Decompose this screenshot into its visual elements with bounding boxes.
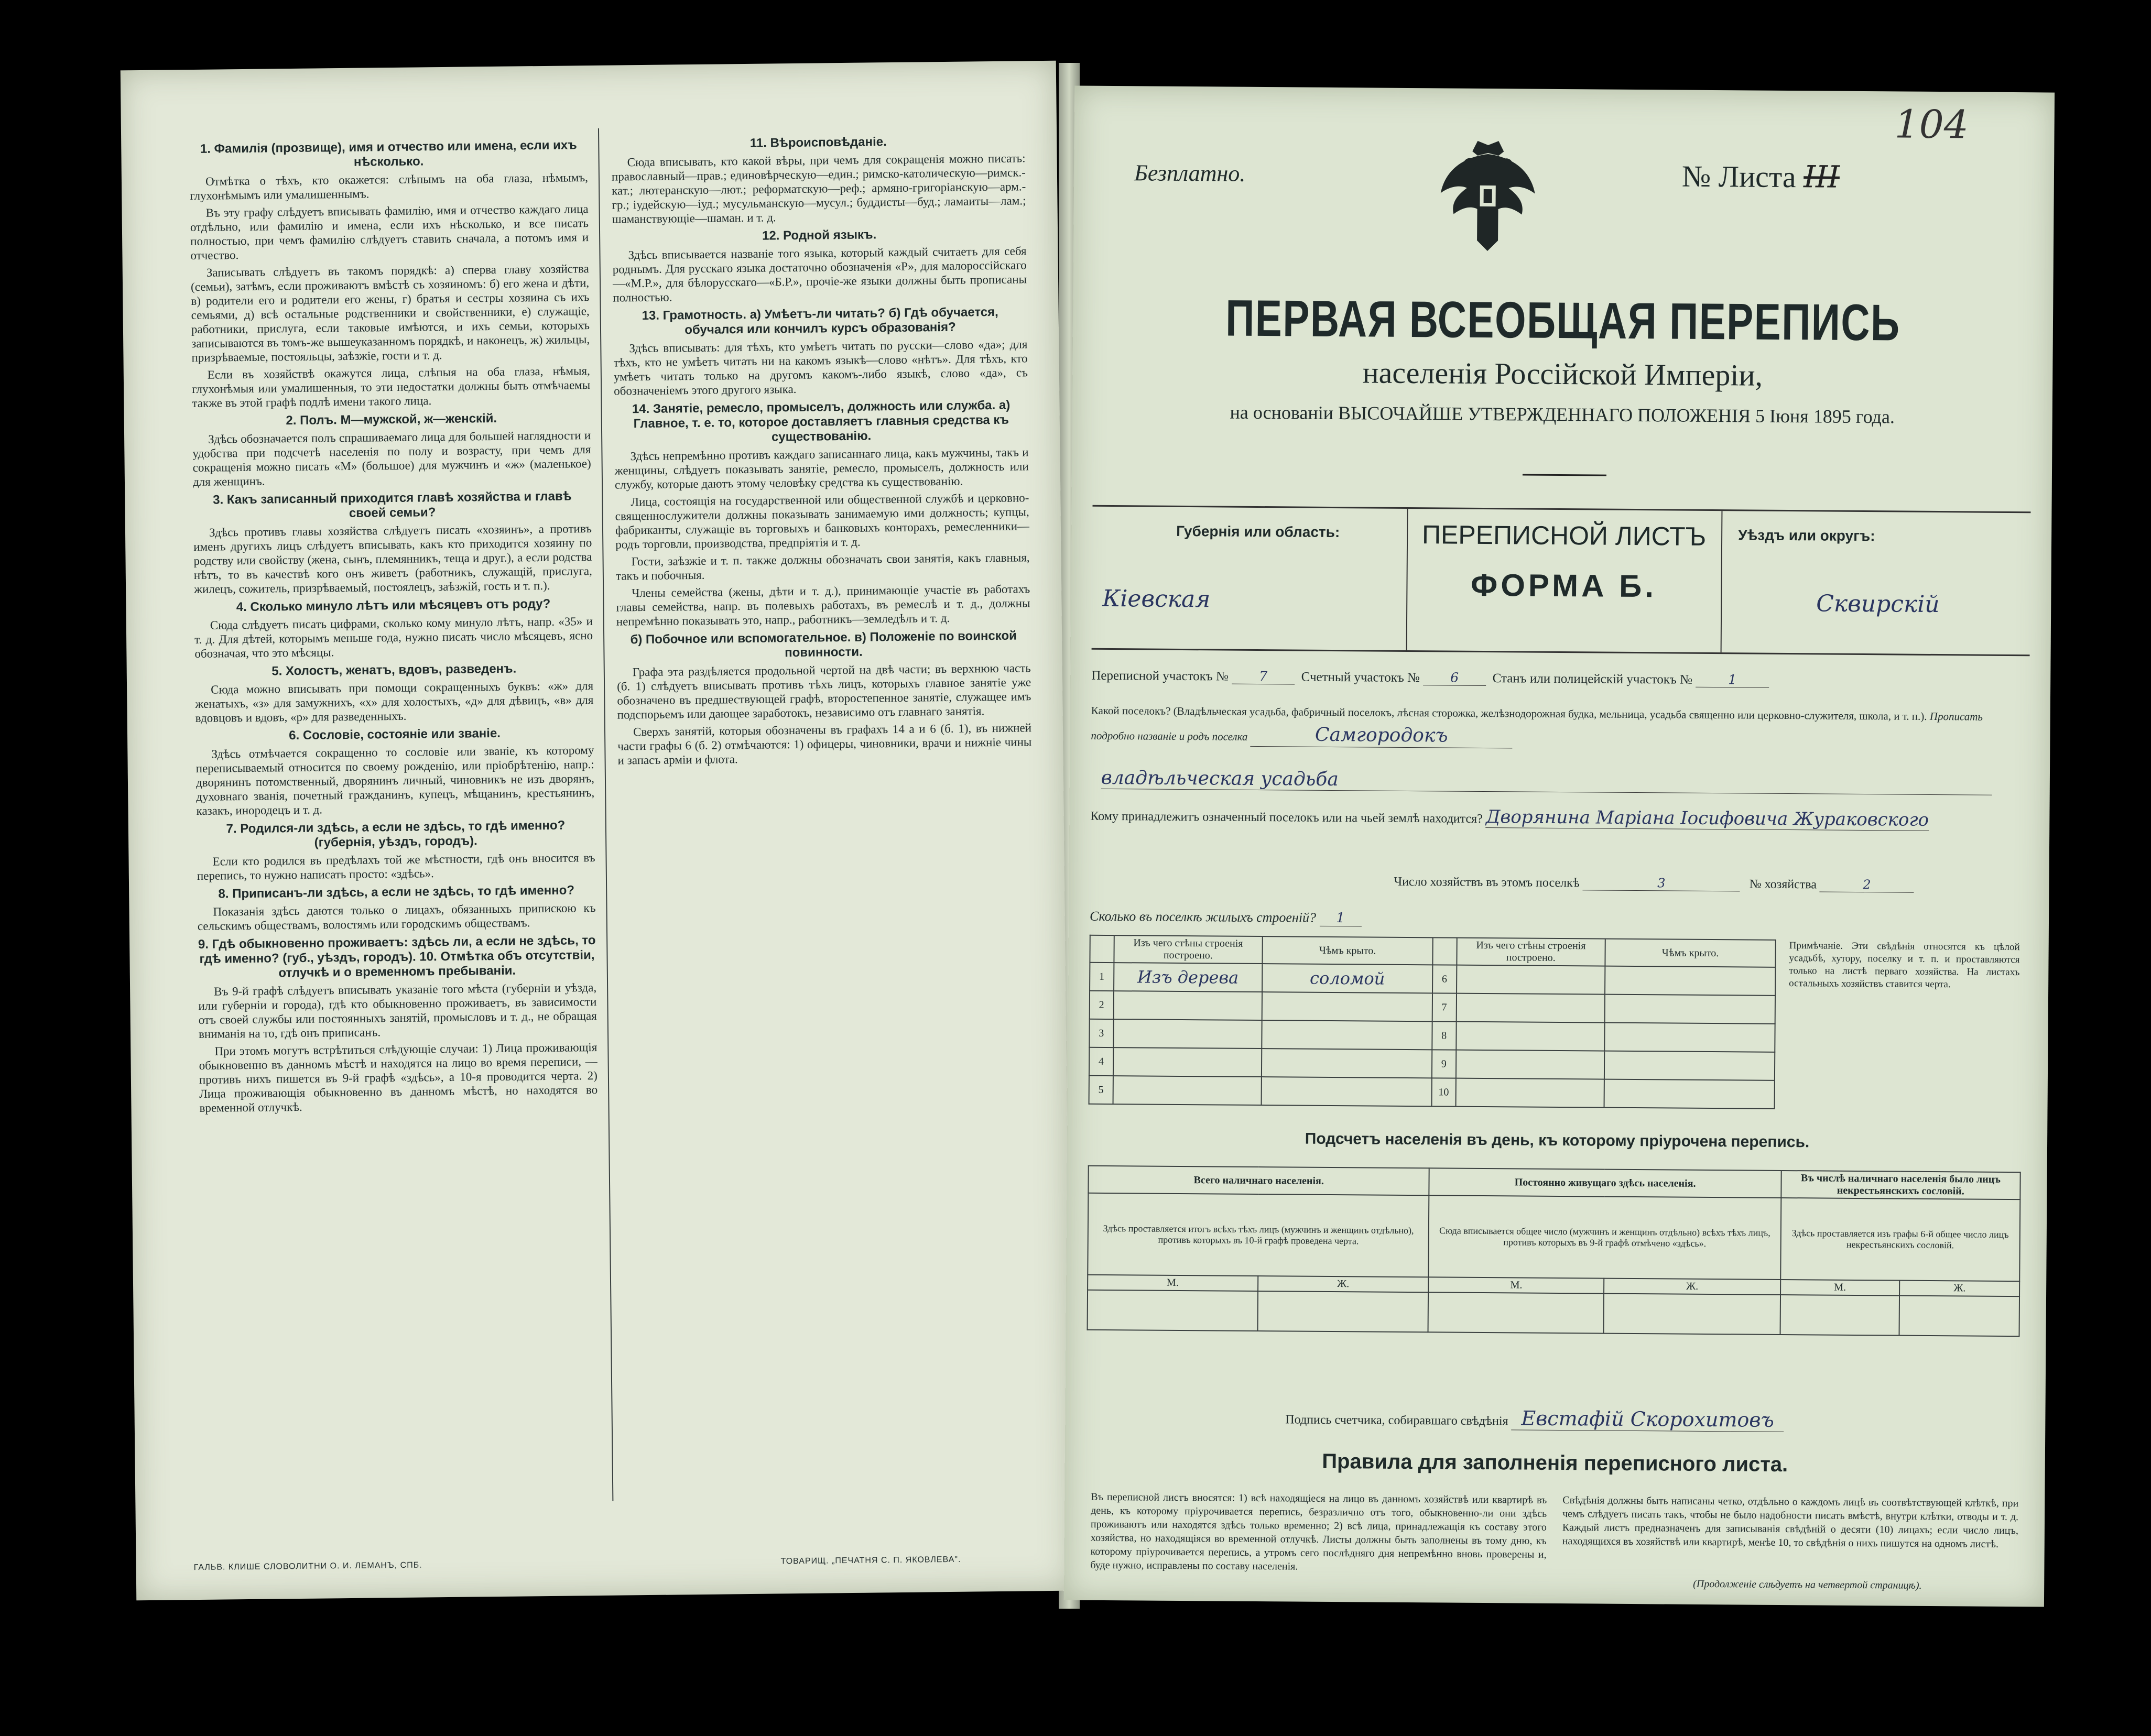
police-area-label: Станъ или полицейскій участокъ № xyxy=(1492,671,1693,687)
archive-number: 104 xyxy=(1894,102,1969,148)
free-label: Безплатно. xyxy=(1134,160,1246,187)
building-wall-cell[interactable] xyxy=(1113,1019,1262,1049)
census-area-value[interactable]: 7 xyxy=(1232,669,1295,685)
rules-column-2: Свѣдѣнія должны быть написаны четко, отдѣльно о каждомъ лицѣ въ соотвѣтствующей клѣткѣ, при чемъ слѣдуетъ писать такъ, чтобы не было надобности писать вмѣстѣ, внутри клѣтки, отводы и т. д. Каждый листъ предназначенъ для записыванія свѣдѣній о десяти (10) лицахъ; если число лицъ, находящихся въ хозяйствѣ или квартирѣ, менѣе 10, то свѣдѣнія о нихъ пишутся на одномъ листѣ. xyxy=(1562,1494,2019,1550)
building-roof-cell[interactable]: соломой xyxy=(1262,964,1432,993)
female-count-cell[interactable] xyxy=(1604,1294,1780,1335)
building-number: 2 xyxy=(1090,991,1114,1019)
male-count-cell[interactable] xyxy=(1428,1292,1604,1333)
imprint-right: ТОВАРИЩ. „ПЕЧАТНЯ С. П. ЯКОВЛЕВА". xyxy=(780,1555,961,1566)
building-wall-cell[interactable] xyxy=(1455,1050,1604,1079)
settlement-hint: Прописать подробно названіе и родъ поселка xyxy=(1091,709,1983,743)
building-roof-header-2: Чѣмъ крыто. xyxy=(1605,939,1775,967)
households-line xyxy=(1394,874,1914,893)
building-number: 10 xyxy=(1432,1078,1456,1106)
province-box xyxy=(1092,507,1408,650)
double-headed-eagle-emblem xyxy=(1435,135,1541,256)
district-value[interactable]: Сквирскій xyxy=(1816,590,1940,618)
district-box xyxy=(1721,511,2032,654)
summary-column-description: Сюда вписывается общее число (мужчинъ и женщинъ отдѣльно) всѣхъ тѣхъ лицъ, противъ которыхъ въ 9-й графѣ отмѣчено «здѣсь». xyxy=(1429,1195,1781,1280)
male-count-cell[interactable] xyxy=(1780,1295,1899,1336)
households-value[interactable]: 3 xyxy=(1583,875,1740,891)
census-subtitle: населенія Россійской Имперіи, xyxy=(1362,355,1763,392)
building-number: 4 xyxy=(1089,1047,1113,1076)
census-area-label: Переписной участокъ № xyxy=(1091,668,1229,684)
building-wall-cell[interactable] xyxy=(1457,965,1605,995)
household-no-value[interactable]: 2 xyxy=(1820,877,1914,892)
building-roof-cell[interactable] xyxy=(1262,992,1432,1021)
instruction-heading: 6. Сословіе, состояніе или званіе. xyxy=(289,726,501,743)
province-label: Губернія или область: xyxy=(1176,522,1340,541)
buildings-line xyxy=(1090,909,1362,927)
column-divider xyxy=(598,128,613,1501)
building-wall-header: Изъ чего стѣны строенія построено. xyxy=(1114,935,1263,964)
rules-column-1: Въ переписной листъ вносятся: 1) всѣ находящіеся на лицо въ данномъ хозяйствѣ или квартирѣ въ день, къ которому пріурочивается перепись, безразлично отъ того, обыкновенно-ли они здѣсь проживаютъ или находятся здѣсь только временно; 2) всѣ лица, принадлежащія къ составу этого хозяйства, но находящіяся во временной отлучкѣ. Листы должны быть заполнены въ тому дню, къ которому пріурочивается перепись, а утромъ сего послѣдняго дня непремѣнно вновь проверены и, буде нужно, исправлены по составу населенія. xyxy=(1090,1491,1547,1573)
building-wall-cell[interactable] xyxy=(1113,1076,1262,1105)
building-number: 3 xyxy=(1089,1019,1113,1047)
instruction-heading: 8. Приписанъ-ли здѣсь, а если не здѣсь, то гдѣ именно? xyxy=(218,883,575,901)
building-wall-cell[interactable] xyxy=(1113,991,1262,1020)
building-wall-cell[interactable] xyxy=(1456,993,1605,1023)
summary-column-header: Постоянно живущаго здѣсь населенія. xyxy=(1429,1168,1781,1198)
census-legal-basis: на основаніи ВЫСОЧАЙШЕ УТВЕРЖДЕННАГО ПОЛОЖЕНІЯ 5 Іюня 1895 года. xyxy=(1230,401,1895,428)
instruction-paragraph: Если въ хозяйствѣ окажутся лица, слѣпыя на оба глаза, нѣмыя, глухонѣмыя или умалишенныя, то эти недостатки должны быть отмѣчаемы также въ этой графѣ подлѣ имени такого лица. xyxy=(192,364,591,410)
instruction-heading: 7. Родился-ли здѣсь, а если не здѣсь, то гдѣ именно? (губернія, уѣздъ, городъ). xyxy=(226,818,566,850)
instruction-paragraph: Члены семейства (жены, дѣти и т. д.), принимающіе участіе въ работахъ главы семейства, напр. въ полевыхъ работахъ, въ ремеслѣ и т. д., должны непремѣнно показывать это, напр., работникъ—земледѣлъ и т. д. xyxy=(616,582,1030,628)
building-row xyxy=(1089,1076,1775,1109)
summary-column-description: Здѣсь проставляется изъ графы 6-й общее число лицъ некрестьянскихъ сословій. xyxy=(1780,1198,2020,1281)
instruction-paragraph: Здѣсь отмѣчается сокращенно то сословіе или званіе, къ которому переписываемый относится по своему рожденію, или пріобрѣтенію, напр.: дворянинъ потомственный, дворянинъ личный, чиновникъ не изъ дворянъ, духовнаго званія, почетный гражданинъ, купецъ, мѣщанинъ, крестьянинъ, казакъ, инородецъ и т. д. xyxy=(195,744,595,817)
building-row xyxy=(1090,963,1775,996)
instruction-paragraph: Записывать слѣдуетъ въ такомъ порядкѣ: а) сперва главу хозяйства (семьи), затѣмъ, если проживаютъ вмѣстѣ съ хозяиномъ: б) его жена и дѣти, в) родители его и родители его жены, г) братья и сестры хозяина съ ихъ семьями, д) всѣ остальные родственники и свойственники, е) служащіе, работники, прислуга, если таковые имѣются, и ихъ семьи, которыхъ записываются въ томъ-же вышеуказанномъ порядкѣ, и наконецъ, ж) жильцы, призрѣваемые, постояльцы, заѣзжіе, гости и т. д. xyxy=(190,262,590,365)
female-label: Ж. xyxy=(1258,1276,1429,1292)
building-wall-cell[interactable] xyxy=(1455,1078,1604,1108)
building-wall-cell[interactable] xyxy=(1113,1047,1262,1077)
owner-question: Кому принадлежитъ означенный поселокъ или на чьей землѣ находится? xyxy=(1090,809,1483,826)
building-roof-cell[interactable] xyxy=(1262,1020,1432,1050)
households-label: Число хозяйствъ въ этомъ поселкѣ xyxy=(1394,875,1580,890)
building-number: 9 xyxy=(1432,1050,1456,1078)
instruction-heading: 11. Вѣроисповѣданіе. xyxy=(749,135,887,150)
building-number: 1 xyxy=(1090,963,1114,991)
building-roof-header: Чѣмъ крыто. xyxy=(1262,936,1432,965)
form-name: ФОРМА Б. xyxy=(1470,567,1657,604)
building-roof-cell[interactable] xyxy=(1604,1079,1775,1109)
female-count-cell[interactable] xyxy=(1257,1291,1428,1332)
settlement-value-2[interactable]: владѣльческая усадьба xyxy=(1101,767,1992,795)
buildings-value[interactable]: 1 xyxy=(1320,910,1362,927)
instructions-column-2 xyxy=(611,129,1032,770)
instruction-heading: 3. Какъ записанный приходится главѣ хозяйства и главѣ своей семьи? xyxy=(213,489,572,520)
male-label: М. xyxy=(1428,1277,1604,1293)
buildings-table xyxy=(1089,935,1776,1109)
police-area-value[interactable]: 1 xyxy=(1696,672,1769,688)
male-label: М. xyxy=(1088,1275,1258,1291)
signature-label: Подпись счетчика, собиравшаго свѣдѣнія xyxy=(1285,1413,1508,1428)
signature-line xyxy=(1285,1405,1784,1432)
settlement-question-text: Какой поселокъ? (Владѣльческая усадьба, фабричный поселокъ, лѣсная сторожка, желѣзнодорожная будка, мельница, усадьба священно или церковно-служителя, школа, и т. п.). xyxy=(1091,704,1927,723)
instruction-paragraph: Въ 9-й графѣ слѣдуетъ вписывать указаніе того мѣста (губерніи и уѣзда, или губерніи и города), гдѣ кто обыкновенно проживаетъ, въ зависимости отъ своей службы или постоянныхъ занятій, промысловъ и т. д., не обращая вниманія на то, гдѣ онъ приписанъ. xyxy=(198,981,597,1041)
building-row xyxy=(1089,1019,1775,1052)
buildings-label: Сколько въ поселкѣ жилыхъ строеній? xyxy=(1089,908,1317,925)
female-label: Ж. xyxy=(1604,1279,1780,1295)
instruction-paragraph: Здѣсь непремѣнно противъ каждаго записаннаго лица, какъ мужчины, такъ и женщины, слѣдуетъ показывать занятіе, ремесло, промыселъ, должность или службу, которые даютъ этому человѣку средства къ существованію. xyxy=(614,445,1029,492)
sheet-number-label: № Листа xyxy=(1681,159,1796,194)
sheet-number-field xyxy=(1682,158,1840,195)
instruction-paragraph: Сюда слѣдуетъ писать цифрами, сколько кому минуло лѣтъ, напр. «35» и т. д. Для дѣтей, которымъ меньше года, нужно писать число мѣсяцевъ, ясно обозначая, что это мѣсяцы. xyxy=(194,615,593,661)
instruction-paragraph: Въ эту графу слѣдуетъ вписывать фамилію, имя и отчество каждаго лица отдѣльно, или фамилію и имена, если ихъ нѣсколько, и все писать полностью, при чемъ фамилію слѣдуетъ ставить сначала, а потомъ имя и отчество. xyxy=(190,202,589,263)
form-title: ПЕРЕПИСНОЙ ЛИСТЪ xyxy=(1421,520,1707,551)
instruction-paragraph: Графа эта раздѣляется продольной чертой на двѣ части; въ верхнюю часть (б. 1) слѣдуетъ вписывать противъ тѣхъ лицъ, которыхъ главное занятіе уже обозначено въ предшествующей графѣ, второстепенное занятіе, служащее имъ подспорьемъ или дающее заработокъ, независимо отъ главнаго занятія. xyxy=(616,661,1031,722)
count-area-label: Счетный участокъ № xyxy=(1301,670,1420,685)
summary-column-header: Въ числѣ наличнаго населенія было лицъ некрестьянскихъ сословій. xyxy=(1781,1171,2020,1199)
summary-title: Подсчетъ населенія въ день, къ которому пріурочена перепись. xyxy=(1305,1130,1810,1151)
building-number: 7 xyxy=(1432,993,1457,1021)
household-no-label: № хозяйства xyxy=(1749,877,1817,892)
continuation-note: (Продолженіе слѣдуетъ на четвертой страницѣ). xyxy=(1693,1578,1922,1591)
instruction-heading: б) Побочное или вспомогательное. в) Положеніе по воинской повинности. xyxy=(630,628,1017,660)
building-number: 5 xyxy=(1089,1076,1113,1104)
instruction-heading: 1. Фамилія (прозвище), имя и отчество или имена, если ихъ нѣсколько. xyxy=(200,138,577,169)
area-line xyxy=(1091,668,1769,688)
owner-value[interactable]: Дворянина Маріана Іосифовича Жураковского xyxy=(1485,806,1929,831)
building-roof-cell[interactable] xyxy=(1262,1049,1432,1078)
form-header-box xyxy=(1092,505,2031,656)
census-title: ПЕРВАЯ ВСЕОБЩАЯ ПЕРЕПИСЬ xyxy=(1225,289,1900,352)
instruction-heading: 5. Холостъ, женатъ, вдовъ, разведенъ. xyxy=(271,661,517,679)
building-number: 8 xyxy=(1432,1021,1456,1050)
building-roof-cell[interactable] xyxy=(1604,1023,1775,1052)
imprint-left: ГАЛЬВ. КЛИШЕ СЛОВОЛИТНИ О. И. ЛЕМАНЪ, СПБ. xyxy=(193,1560,422,1573)
building-number: 6 xyxy=(1432,965,1457,993)
instruction-paragraph: Сверхъ занятій, которыя обозначены въ графахъ 14 а и 6 (б. 1), въ нижней части графы 6 (б. 2) отмѣчаются: 1) офицеры, чиновники, врачи и нижніе чины и запасъ арміи и флота. xyxy=(617,721,1032,767)
instruction-paragraph: Здѣсь вписывается названіе того языка, который каждый считаетъ для себя роднымъ. Для русскаго языка достаточно обозначенія «Р», для малороссійскаго—«М.Р.», для бѣлорусскаго—«Б.Р.», прочіе-же языки должны быть прописаны полностью. xyxy=(612,244,1027,304)
instruction-paragraph: Отмѣтка о тѣхъ, кто окажется: слѣпымъ на оба глаза, нѣмымъ, глухонѣмымъ или умалишеннымъ. xyxy=(190,171,589,203)
instruction-paragraph: Лица, состоящія на государственной или общественной службѣ и церковно-священнослужители должны показывать занимаемую ими должность; купцы, фабриканты, служащіе въ торговыхъ и банковыхъ конторахъ, ремесленники—родъ торговли, производства, предпріятія и т. д. xyxy=(615,491,1030,551)
male-label: М. xyxy=(1780,1280,1900,1296)
district-label: Уѣздъ или округъ: xyxy=(1738,527,1875,544)
instruction-paragraph: Здѣсь противъ главы хозяйства слѣдуетъ писать «хозяинъ», а противъ именъ другихъ лицъ слѣдуетъ вписывать, какъ кто приходится хозяину по родству или свойству (жена, сынъ, племянникъ, теща и друг.), а если родства нѣтъ, то въ качествѣ кого онъ живетъ (работникъ, служащій, прислуга, жилецъ, сожитель, призрѣваемый, постоялецъ, заѣзжій, гость и т. п.). xyxy=(193,522,592,596)
instructions-column-1 xyxy=(189,134,598,1118)
instruction-heading: 14. Занятіе, ремесло, промыселъ, должность или служба. а) Главное, т. е. то, которое доставляетъ главныя средства къ существованію. xyxy=(632,398,1011,444)
instruction-heading: 2. Полъ. М—мужской, ж—женскій. xyxy=(286,411,497,428)
summary-column-description: Здѣсь проставляется итогъ всѣхъ тѣхъ лицъ (мужчинъ и женщинъ отдѣльно), противъ которыхъ въ 10-й графѣ проведена черта. xyxy=(1088,1193,1429,1278)
instruction-paragraph: Сюда можно вписывать при помощи сокращенныхъ буквъ: «ж» для женатыхъ, «з» для замужнихъ, «х» для холостыхъ, «д» для дѣвицъ, «в» для вдовцовъ и вдовъ, «р» для разведенныхъ. xyxy=(195,679,594,725)
instruction-paragraph: Гости, заѣзжіе и т. п. также должны обозначать свои занятія, какъ главныя, такъ и побочныя. xyxy=(615,551,1030,583)
building-roof-cell[interactable] xyxy=(1605,995,1775,1024)
instruction-paragraph: Здѣсь вписывать: для тѣхъ, кто умѣетъ читать по русски—слово «да»; для тѣхъ, кто не умѣетъ читать ни на какомъ языкѣ—слово «нѣтъ». Для тѣхъ, кто умѣетъ читать только на другомъ какомъ-либо языкѣ, слово «да», съ обозначеніемъ этого другого языка. xyxy=(613,337,1028,398)
settlement-question xyxy=(1091,699,2024,754)
rules-title: Правила для заполненія переписного листа. xyxy=(1322,1449,1788,1477)
buildings-note: Примѣчаніе. Эти свѣдѣнія относятся къ цѣлой усадьбѣ, хутору, поселку и т. п. и проставляются только на листѣ перваго хозяйства. На листахъ остальныхъ хозяйствъ ставится черта. xyxy=(1789,940,2020,990)
instruction-heading: 9. Гдѣ обыкновенно проживаетъ: здѣсь ли, а если не здѣсь, то гдѣ именно? (губ., уѣздъ, городъ). 10. Отмѣтка объ отсутствіи, отлучкѣ и о временномъ пребываніи. xyxy=(198,933,596,980)
count-area-value[interactable]: 6 xyxy=(1423,670,1486,686)
female-label: Ж. xyxy=(1899,1281,2019,1297)
female-count-cell[interactable] xyxy=(1899,1296,2019,1337)
instruction-paragraph: При этомъ могутъ встрѣтиться слѣдующіе случаи: 1) Лица проживающія обыкновенно въ данномъ мѣстѣ и находятся на лицо во время переписи, — противъ нихъ пишется въ 9-й графѣ «здѣсь», а 10-я проводится черта. 2) Лица проживающія обыкновенно въ данномъ мѣстѣ, но находятся во временной отлучкѣ. xyxy=(199,1041,598,1115)
summary-column-header: Всего наличнаго населенія. xyxy=(1088,1166,1429,1196)
instruction-paragraph: Если кто родился въ предѣлахъ той же мѣстности, гдѣ онъ вносится въ перепись, то нужно написать просто: «здѣсь». xyxy=(197,851,595,882)
population-summary-table xyxy=(1087,1165,2021,1337)
instruction-heading: 12. Родной языкъ. xyxy=(762,227,877,243)
building-roof-cell[interactable] xyxy=(1262,1077,1432,1106)
building-wall-cell[interactable]: Изъ дерева xyxy=(1114,963,1263,992)
enumerator-signature[interactable]: Евстафій Скорохитовъ xyxy=(1511,1406,1784,1432)
building-row xyxy=(1089,1047,1775,1080)
sheet-number-value: III xyxy=(1803,159,1840,195)
title-rule xyxy=(1523,474,1606,476)
instruction-heading: 13. Грамотность. а) Умѣетъ-ли читать? б) Гдѣ обучается, обучался или кончилъ курсъ образованія? xyxy=(642,304,998,337)
building-row xyxy=(1090,991,1775,1024)
building-wall-header-2: Изъ чего стѣны строенія построено. xyxy=(1457,938,1605,966)
instruction-paragraph: Показанія здѣсь даются только о лицахъ, обязанныхъ припискою къ сельскимъ обществамъ, волостямъ или городскимъ обществамъ. xyxy=(197,901,596,933)
instruction-paragraph: Здѣсь обозначается полъ спрашиваемаго лица для большей наглядности и удобства при подсчетѣ населенія по полу и возрасту, при чемъ для сокращенія можно писать «М» (большое) для мужчинъ и «ж» (маленькое) для женщинъ. xyxy=(192,429,591,489)
settlement-value[interactable]: Самгородокъ xyxy=(1251,723,1513,748)
instruction-heading: 4. Сколько минуло лѣтъ или мѣсяцевъ отъ роду? xyxy=(236,596,551,615)
instruction-paragraph: Сюда вписывать, кто какой вѣры, при чемъ для сокращенія можно писать: православный—прав.; единовѣрческую—един.; римско-католическую—римск.-кат.; лютеранскую—лют.; реформатскую—реф.; армяно-григоріанскую—арм.-гр.; іудейскую—іуд.; мусульманскую—мусул.; буддисты—буд.; ламаиты—лам.; шаманствующіе—шаман. и т. д. xyxy=(611,151,1026,226)
left-page xyxy=(121,61,1072,1601)
census-form-page xyxy=(1064,86,2055,1607)
building-roof-cell[interactable] xyxy=(1605,966,1775,996)
male-count-cell[interactable] xyxy=(1088,1290,1258,1331)
owner-line xyxy=(1090,804,1929,831)
building-roof-cell[interactable] xyxy=(1604,1051,1775,1080)
building-wall-cell[interactable] xyxy=(1456,1022,1605,1051)
province-value[interactable]: Кіевская xyxy=(1102,585,1211,613)
